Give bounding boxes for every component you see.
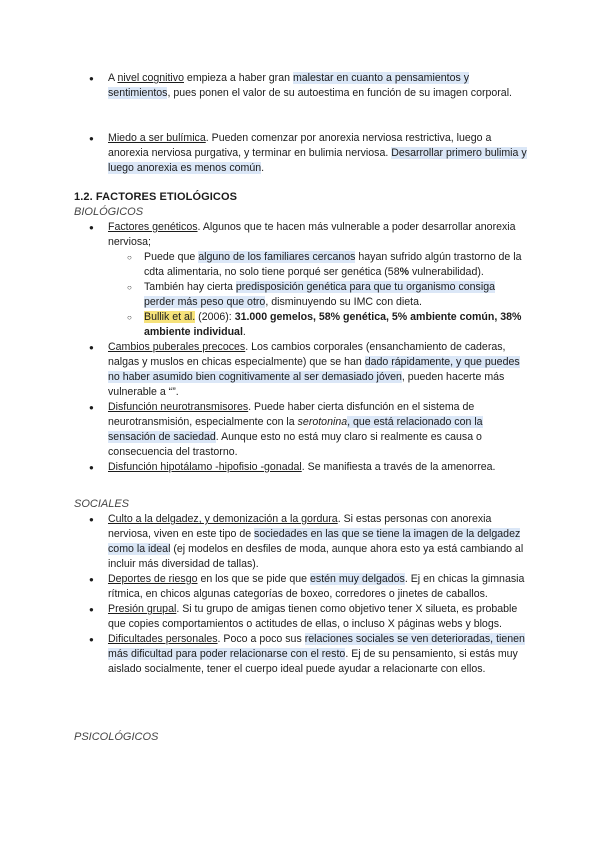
list-item: ● Culto a la delgadez, y demonización a la gordura. Si estas personas con anorexia nerviosa, viven en este tipo de sociedades en las que se tiene la imagen de la delgadez como la ideal (ej modelos en desfiles de moda, aunque ahora esto ya está cambiando al incluir más diversidad de tallas). xyxy=(108,512,528,572)
subheading-sociales: SOCIALES xyxy=(74,498,130,510)
highlight: malestar en cuanto a pensamientos y sentimientos xyxy=(108,72,470,99)
term: Factores genéticos xyxy=(108,221,198,233)
sub-list-item: ○ También hay cierta predisposición genética para que tu organismo consiga perder más peso que otro, disminuyendo su IMC con dieta. xyxy=(144,280,524,310)
section-title: 1.2. FACTORES ETIOLÓGICOS xyxy=(74,191,238,203)
highlight: alguno de los familiares cercanos xyxy=(198,251,356,263)
term: Miedo a ser bulímica xyxy=(108,132,206,144)
top-list-2 xyxy=(0,131,600,176)
list-item: ● Factores genéticos. Algunos que te hacen más vulnerable a poder desarrollar anorexia nerviosa; xyxy=(108,220,528,250)
term: Disfunción neurotransmisores xyxy=(108,401,249,413)
term: nivel cognitivo xyxy=(117,72,184,84)
highlight: sociedades en las que se tiene la imagen de la delgadez como la ideal xyxy=(108,528,521,555)
term: Culto a la delgadez, y demonización a la gordura xyxy=(108,513,338,525)
highlight-yellow: Bullik et al. xyxy=(144,311,196,323)
highlight: Desarrollar primero bulimia y luego anorexia es menos común xyxy=(108,147,527,174)
highlight: relaciones sociales se ven deterioradas, tienen más dificultad para poder relacionarse con el resto xyxy=(108,633,525,660)
top-list xyxy=(0,71,600,101)
list-item: ● Disfunción hipotálamo -hipofisio -gonadal. Se manifiesta a través de la amenorrea. xyxy=(108,460,528,475)
highlight: estén muy delgados xyxy=(310,573,405,585)
sub-list-item: ○ Bullik et al. (2006): 31.000 gemelos, 58% genética, 5% ambiente común, 38% ambiente individual. xyxy=(144,310,524,340)
list-item: ● Cambios puberales precoces. Los cambios corporales (ensanchamiento de caderas, nalgas y muslos en chicas especialmente) que se han dado rápidamente, y que puedes no haber asumido bien cognitivamente al ser demasiado jóven, pueden hacerte más vulnerable a “”. xyxy=(108,340,528,400)
list-item: ● Presión grupal. Si tu grupo de amigas tienen como objetivo tener X silueta, es probable que copies comportamientos o actitudes de ellas, o incluso X páginas webs y blogs. xyxy=(108,602,528,632)
list-item: ● Dificultades personales. Poco a poco sus relaciones sociales se ven deterioradas, tienen más dificultad para poder relacionarse con el resto. Ej de su pensamiento, si estás muy aislado socialmente, tener el cuerpo ideal puede ayudar a relacionarte con ellos. xyxy=(108,632,528,677)
list-item: ● Miedo a ser bulímica. Pueden comenzar por anorexia nerviosa restrictiva, luego a anorexia nerviosa purgativa, y terminar en bulimia nerviosa. Desarrollar primero bulimia y luego anorexia es menos común. xyxy=(108,131,528,176)
highlight: , que está relacionado con la sensación de saciedad xyxy=(108,416,483,443)
sociales-list xyxy=(0,512,600,677)
term: Deportes de riesgo xyxy=(108,573,198,585)
list-item: ● A nivel cognitivo empieza a haber gran malestar en cuanto a pensamientos y sentimientos, pues ponen el valor de su autoestima en función de su imagen corporal. xyxy=(108,71,528,101)
term: Presión grupal xyxy=(108,603,177,615)
term: Dificultades personales xyxy=(108,633,218,645)
biologicos-list xyxy=(0,220,600,475)
subheading-psicologicos: PSICOLÓGICOS xyxy=(74,731,159,743)
highlight: predisposición genética para que tu organismo consiga perder más peso que otro xyxy=(144,281,495,308)
term: Cambios puberales precoces xyxy=(108,341,246,353)
sub-list-item: ○ Puede que alguno de los familiares cercanos hayan sufrido algún trastorno de la cdta alimentaria, no solo tiene porqué ser genética (58% vulnerabilidad). xyxy=(144,250,524,280)
list-item: ● Deportes de riesgo en los que se pide que estén muy delgados. Ej en chicas la gimnasia rítmica, en chicos algunas categorías de boxeo, corredores o jinetes de caballos. xyxy=(108,572,528,602)
list-item: ● Disfunción neurotransmisores. Puede haber cierta disfunción en el sistema de neurotransmisión, especialmente con la serotonina, que está relacionado con la sensación de saciedad. Aunque esto no está muy claro si realmente es causa o consecuencia del trastorno. xyxy=(108,400,528,460)
highlight: dado rápidamente, y que puedes no haber asumido bien cognitivamente al ser demasiado jóven xyxy=(108,356,520,383)
term: Disfunción hipotálamo -hipofisio -gonadal xyxy=(108,461,302,473)
subheading-biologicos: BIOLÓGICOS xyxy=(74,206,144,218)
